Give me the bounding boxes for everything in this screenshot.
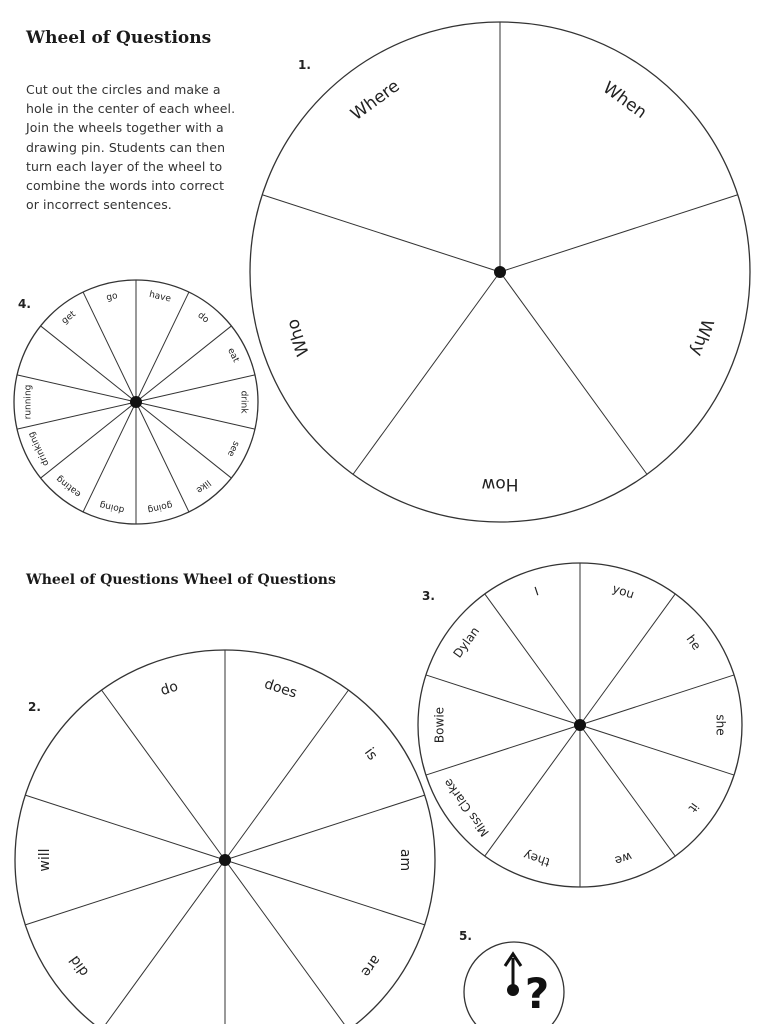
wheel-word: is <box>360 744 381 764</box>
wheel-divider <box>17 375 136 402</box>
wheel-word: do <box>195 310 211 326</box>
wheel-word: does <box>262 676 299 702</box>
wheel-2 <box>15 650 435 1024</box>
wheel-word: Bowie <box>432 706 447 744</box>
wheel-number: 5. <box>459 929 472 943</box>
wheel-divider <box>426 675 580 725</box>
section-title: Wheel of Questions Wheel of Questions <box>26 572 336 588</box>
wheel-word: Dylan <box>450 624 483 661</box>
wheel-word: it <box>685 800 702 815</box>
wheel-4 <box>14 280 258 524</box>
wheel-divider <box>485 594 580 725</box>
wheel-divider <box>580 725 675 856</box>
center-pin <box>574 719 586 731</box>
wheel-word: go <box>105 291 119 304</box>
wheel-word: Where <box>347 76 404 125</box>
wheel-divider <box>580 594 675 725</box>
wheel-word: going <box>146 499 174 515</box>
wheel-divider <box>136 402 231 478</box>
wheel-number: 4. <box>18 297 31 311</box>
wheel-3 <box>418 563 742 887</box>
center-pin <box>219 854 231 866</box>
wheel-5 <box>459 929 564 1024</box>
wheel-word: do <box>158 678 181 700</box>
wheel-divider <box>136 402 189 515</box>
instructions-text: Cut out the circles and make a hole in the center of each wheel. Join the wheels together with a drawing pin. Students can then turn each layer of the wheel to combine the words into correct or incorrect sentences. <box>26 82 236 213</box>
wheel-divider <box>136 375 255 402</box>
center-pin <box>494 266 506 278</box>
svg-text:?: ? <box>524 969 550 1018</box>
wheel-divider <box>41 402 136 478</box>
wheel-divider <box>500 195 738 272</box>
wheel-word: like <box>193 477 213 495</box>
wheel-word: she <box>713 714 728 736</box>
wheel-word: we <box>613 849 634 868</box>
wheel-word: eat <box>225 346 241 365</box>
wheel-divider <box>225 690 348 860</box>
wheel-word: drink <box>238 390 249 414</box>
wheel-divider <box>262 195 500 272</box>
wheel-divider <box>500 272 647 474</box>
wheel-divider <box>426 725 580 775</box>
wheel-word: drinking <box>26 429 52 468</box>
wheel-divider <box>41 326 136 402</box>
wheel-divider <box>225 860 348 1024</box>
arrow-question-icon <box>505 954 549 1018</box>
wheel-divider <box>83 292 136 402</box>
wheel-divider <box>102 690 225 860</box>
wheel-word: have <box>148 289 172 305</box>
wheel-number: 3. <box>422 589 435 603</box>
wheel-word: see <box>224 439 241 458</box>
wheel-divider <box>83 402 136 515</box>
wheel-word: Why <box>686 316 717 359</box>
wheel-1 <box>250 22 750 522</box>
wheel-word: running <box>23 384 34 420</box>
wheel-word: am <box>397 848 413 872</box>
wheel-word: I <box>532 584 541 599</box>
wheel-word: Who <box>282 316 314 359</box>
wheel-word: they <box>521 847 552 870</box>
wheel-word: you <box>610 581 637 602</box>
wheel-divider <box>136 289 189 402</box>
wheel-divider <box>225 860 425 925</box>
wheel-divider <box>25 860 225 925</box>
wheel-divider <box>580 725 734 775</box>
wheel-divider <box>485 725 580 856</box>
wheel-word: did <box>66 952 93 980</box>
wheel-divider <box>136 326 231 402</box>
wheel-divider <box>353 272 500 474</box>
wheel-divider <box>25 795 225 860</box>
wheel-number: 1. <box>298 58 311 72</box>
wheel-divider <box>225 795 425 860</box>
center-pin <box>130 396 142 408</box>
wheel-word: Miss Clarke <box>440 775 492 840</box>
wheel-word: will <box>37 848 53 872</box>
wheel-word: are <box>357 951 384 980</box>
wheel-word: When <box>598 78 651 123</box>
wheel-word: get <box>60 309 78 327</box>
wheel-divider <box>102 860 225 1024</box>
wheel-word: How <box>481 474 519 494</box>
wheel-word: eating <box>54 473 84 499</box>
wheel-divider <box>17 402 136 429</box>
wheel-divider <box>136 402 255 429</box>
wheel-divider <box>580 675 734 725</box>
wheel-word: doing <box>98 499 126 515</box>
wheel-number: 2. <box>28 700 41 714</box>
wheel-word: he <box>683 632 704 653</box>
page-title: Wheel of Questions <box>26 28 212 48</box>
